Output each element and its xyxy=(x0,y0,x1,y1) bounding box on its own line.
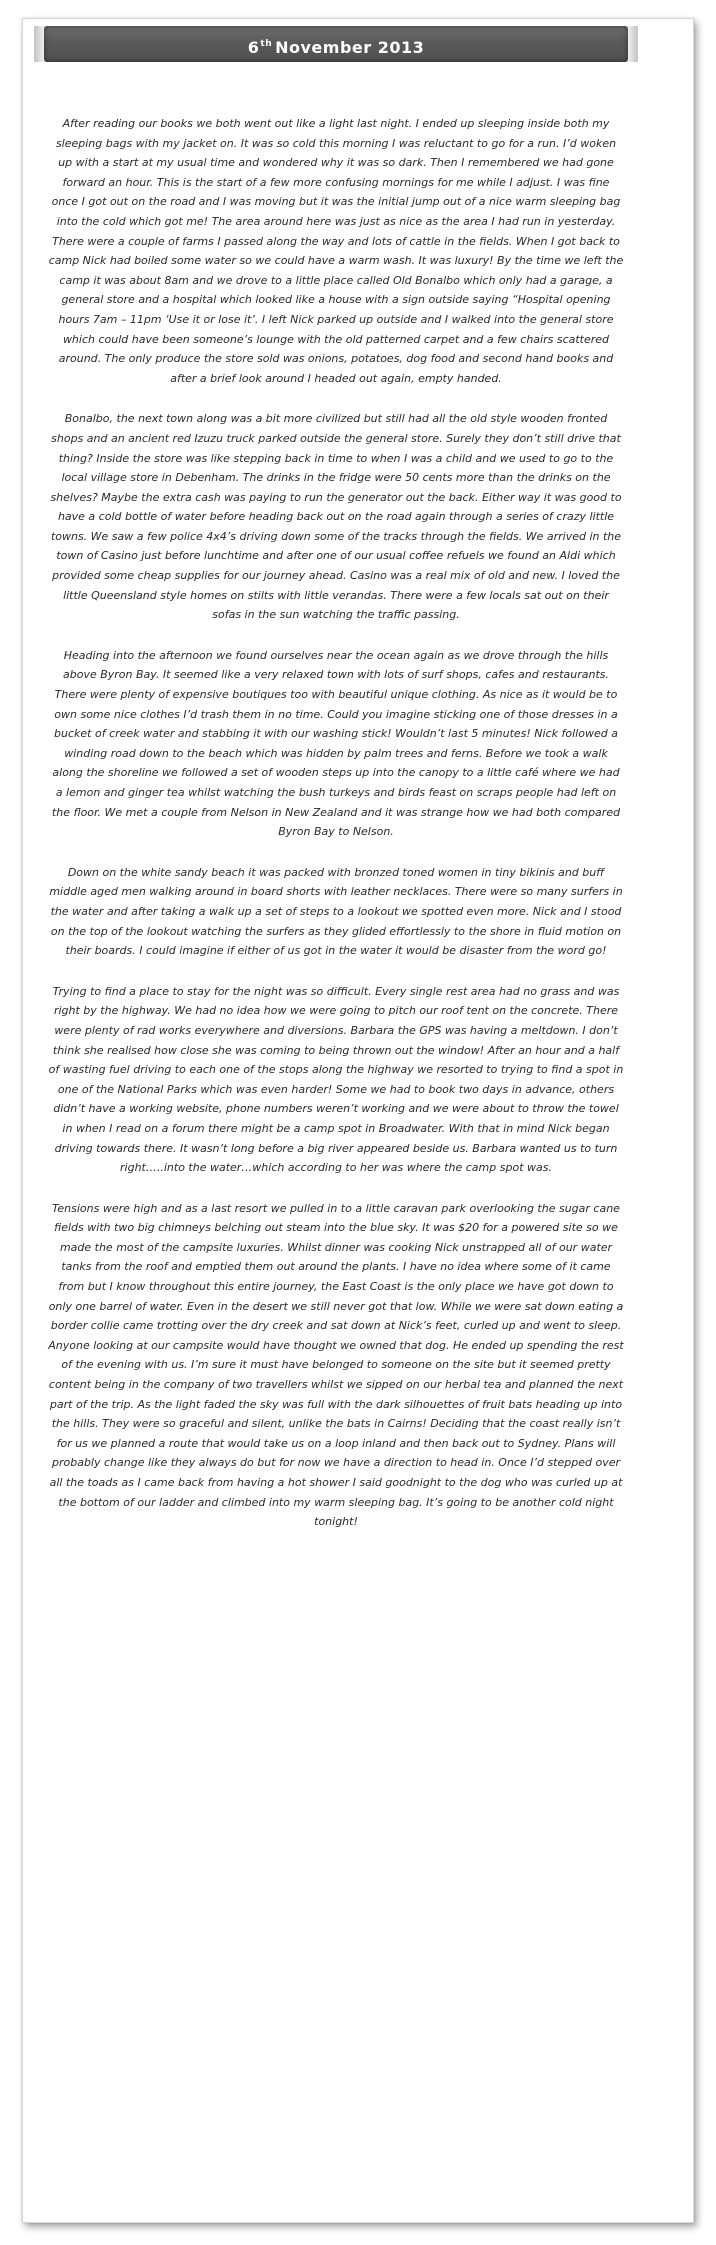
paragraph: After reading our books we both went out like a light last night. I ended up sleeping inside both my sleeping bags with my jacket on. It was so cold this morning I was reluctant to go for a run. I’d woken up with a start at my usual time and wondered why it was so dark. Then I remembered we had gone forward an hour. This is the start of a few more confusing mornings for me while I adjust. I was fine once I got out on the road and I was moving but it was the initial jump out of a nice warm sleeping bag into the cold which got me! The area around here was just as nice as the area I had run in yesterday. There were a couple of farms I passed along the way and lots of cattle in the fields. When I got back to camp Nick had boiled some water so we could have a warm wash. It was luxury! By the time we left the camp it was about 8am and we drove to a little place called Old Bonalbo which only had a garage, a general store and a hospital which looked like a house with a sign outside saying “Hospital opening hours 7am – 11pm ‘Use it or lose it’. I left Nick parked up outside and I walked into the general store which could have been someone’s lounge with the old patterned carpet and a few chairs scattered around. The only produce the store sold was onions, potatoes, dog food and second hand books and after a brief look around I headed out again, empty handed. xyxy=(48,117,624,385)
page-title xyxy=(44,33,628,59)
paragraph: Heading into the afternoon we found ourselves near the ocean again as we drove through the hills above Byron Bay. It seemed like a very relaxed town with lots of surf shops, cafes and restaurants. There were plenty of expensive boutiques too with beautiful unique clothing. As nice as it would be to own some nice clothes I’d trash them in no time. Could you imagine sticking one of those dresses in a bucket of creek water and stabbing it with our washing stick! Wouldn’t last 5 minutes! Nick followed a winding road down to the beach which was hidden by palm trees and ferns. Before we took a walk along the shoreline we followed a set of wooden steps up into the canopy to a little café where we had a lemon and ginger tea whilst watching the bush turkeys and birds feast on scraps people had left on the floor. We met a couple from Nelson in New Zealand and it was strange how we had both compared Byron Bay to Nelson. xyxy=(51,648,621,839)
title-ordinal: th xyxy=(260,39,273,49)
paragraph: Down on the white sandy beach it was packed with bronzed toned women in tiny bikinis and buff middle aged men walking around in board shorts with leather necklaces. There were so many surfers in the water and after taking a walk up a set of steps to a lookout we spotted even more. Nick and I stood on the top of the lookout watching the surfers as they glided effortlessly to the shore in fluid motion on their boards. I could imagine if either of us got in the water it would be disaster from the word go! xyxy=(49,865,623,958)
paragraph: Bonalbo, the next town along was a bit more civilized but still had all the old style wooden fronted shops and an ancient red Izuzu truck parked outside the general store. Surely they don’t still drive that thing? Inside the store was like stepping back in time to when I was a child and we used to go to the local village store in Debenham. The drinks in the fridge were 50 cents more than the drinks on the shelves? Maybe the extra cash was paying to run the generator out the back. Either way it was good to have a cold bottle of water before heading back out on the road again through a series of crazy little towns. We saw a few police 4x4’s driving down some of the tracks through the fields. We arrived in the town of Casino just before lunchtime and after one of our usual coffee refuels we found an Aldi which provided some cheap supplies for our journey ahead. Casino was a real mix of old and new. I loved the little Queensland style homes on stilts with little verandas. There were a few locals sat out on their sofas in the sun watching the traffic passing. xyxy=(50,412,622,622)
title-day: 6 xyxy=(247,38,260,57)
date-header-band xyxy=(44,26,628,62)
title-month-year: November 2013 xyxy=(275,38,425,57)
journal-body xyxy=(48,114,624,1553)
paragraph: Tensions were high and as a last resort we pulled in to a little caravan park overlooking the sugar cane fields with two big chimneys belching out steam into the blue sky. It was $20 for a powered site so we made the most of the campsite luxuries. Whilst dinner was cooking Nick unstrapped all of our water tanks from the roof and emptied them out around the plants. I have no idea where some of it came from but I know throughout this entire journey, the East Coast is the only place we have got down to only one barrel of water. Even in the desert we still never got that low. While we were sat down eating a border collie came trotting over the dry creek and sat down at Nick’s feet, curled up and went to sleep. Anyone looking at our campsite would have thought we owned that dog. He ended up spending the rest of the evening with us. I’m sure it must have belonged to someone on the site but it seemed pretty content being in the company of two travellers whilst we sipped on our herbal tea and planned the next part of the trip. As the light faded the sky was full with the dark silhouettes of fruit bats heading up into the hills. They were so graceful and silent, unlike the bats in Cairns! Deciding that the coast really isn’t for us we planned a route that would take us on a loop inland and then back out to Sydney. Plans will probably change like they always do but for now we have a direction to head in. Once I’d stepped over all the toads as I came back from having a hot shower I said goodnight to the dog who was curled up at the bottom of our ladder and climbed into my warm sleeping bag. It’s going to be another cold night tonight! xyxy=(48,1201,624,1529)
paragraph: Trying to find a place to stay for the night was so difficult. Every single rest area had no grass and was right by the highway. We had no idea how we were going to pitch our roof tent on the concrete. There were plenty of rad works everywhere and diversions. Barbara the GPS was having a meltdown. I don’t think she realised how close she was coming to being thrown out the window! After an hour and a half of wasting fuel driving to each one of the stops along the highway we resorted to trying to find a spot in one of the National Parks which was even harder! Some we had to book two days in advance, others didn’t have a working website, phone numbers weren’t working and we were about to throw the towel in when I read on a forum there might be a camp spot in Broadwater. With that in mind Nick began driving towards there. It wasn’t long before a big river appeared beside us. Barbara wanted us to turn right…..into the water…which according to her was where the camp spot was. xyxy=(48,984,624,1175)
